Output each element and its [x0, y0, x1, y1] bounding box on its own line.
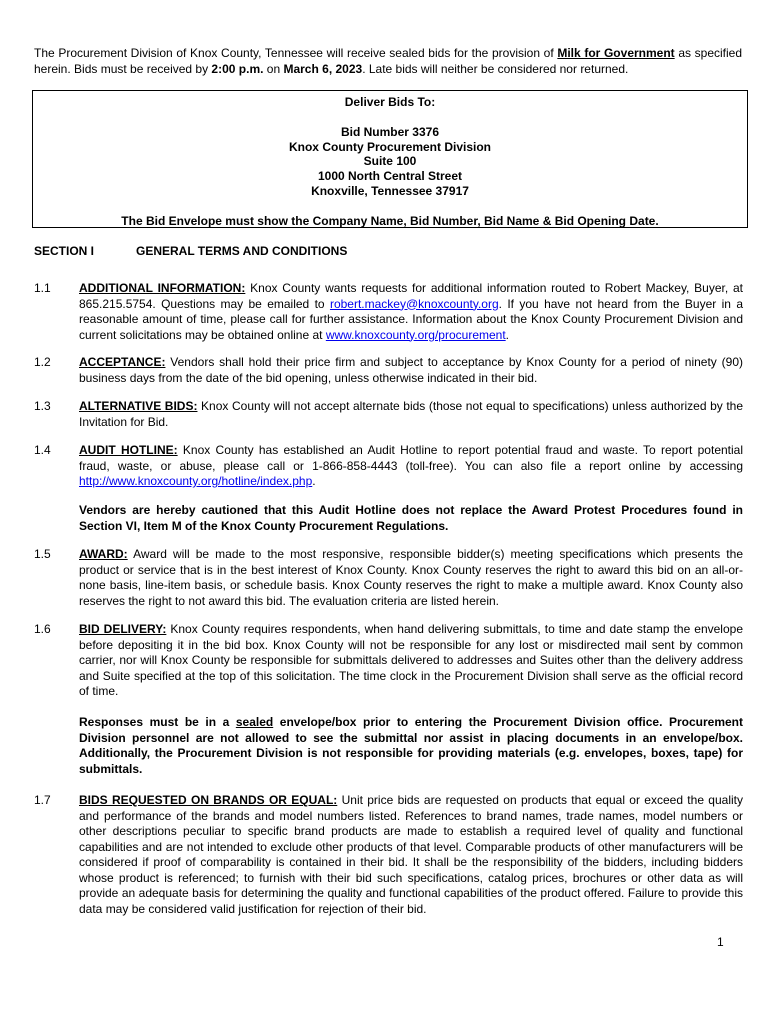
item-label: ACCEPTANCE:	[79, 355, 166, 369]
street-address: 1000 North Central Street	[317, 169, 463, 184]
suite: Suite 100	[363, 154, 417, 169]
bid-number: Bid Number 3376	[340, 124, 440, 139]
deliver-bids-box	[32, 90, 748, 228]
item-label: AUDIT HOTLINE:	[79, 443, 178, 457]
item-label: BIDS REQUESTED ON BRANDS OR EQUAL:	[79, 793, 338, 807]
item-number: 1.2	[34, 355, 51, 369]
item-number: 1.6	[34, 622, 51, 636]
item-label: BID DELIVERY:	[79, 622, 167, 636]
division-name: Knox County Procurement Division	[288, 139, 492, 154]
deliver-heading: Deliver Bids To:	[344, 95, 436, 109]
procurement-website-link[interactable]: www.knoxcounty.org/procurement	[325, 327, 506, 342]
item-number: 1.5	[34, 547, 51, 561]
item-label: ADDITIONAL INFORMATION:	[79, 281, 246, 295]
due-date: March 6, 2023	[283, 62, 363, 76]
audit-hotline-caution: Vendors are hereby cautioned that this Audit Hotline does not replace the Award Protest Procedures found in Section VI, Item M of the Knox County Procurement Regulations.	[79, 503, 743, 533]
document-page: The Procurement Division of Knox County, Tennessee will receive sealed bids for the provision of Milk for Government as specified herein. Bids must be received by 2:00 p.m. on March 6, 2023. Late bids will neither be considered nor returned. Deliver Bids To: Bid Number 3376 Knox County Procurement Division Suite 100 1000 North Central Street Knoxville, Tennessee 37917 The Bid Envelope must show the Company Name, Bid Number, Bid Name & Bid Opening Date. SECTION I GENERAL TERMS AND CONDITIONS 1.1 ADDITIONAL INFORMATION: Knox County wants requests for additional information routed to Robert Mackey, Buyer, at 865.215.5754. Questions may be emailed to robert.mackey@knoxcounty.org. If you have not heard from the Buyer in a reasonable amount of time, please call for further assistance. Information about the Knox County Procurement Division and current solicitations may be obtained online at www.knoxcounty.org/procurement. 1.2 ACCEPTANCE: Vendors shall hold their price firm and subject to acceptance by Knox County for a period of ninety (90) business days from the date of the bid opening, unless otherwise indicated in their bid. 1.3 ALTERNATIVE BIDS: Knox County will not accept alternate bids (those not equal to specifications) unless authorized by the Invitation for Bid. 1.4 AUDIT HOTLINE: Knox County has established an Audit Hotline to report potential fraud and waste. To report potential fraud, waste, or abuse, please call or 1-866-858-4443 (toll-free). You can also file a report online by accessing http://www.knoxcounty.org/hotline/index.php. Vendors are hereby cautioned that this Audit Hotline does not replace the Award Protest Procedures found in Section VI, Item M of the Knox County Procurement Regulations. 1.5 AWARD: Award will be made to the most responsive, responsible bidder(s) meeting specifications which presents the product or service that is in the best interest of Knox County. Knox County reserves the right to award this bid on an all-or-none basis, line-item basis, or schedule basis. Knox County reserves the right to make a multiple award. Knox County also reserves the right to not award this bid. The evaluation criteria are listed herein. 1.6 BID DELIVERY: Knox County requires respondents, when hand delivering submittals, to time and date stamp the envelope before depositing it in the bid box. Knox County will not be responsible for any lost or misdirected mail sent by common carrier, nor will Knox County be responsible for submittals delivered to addresses and Suites other than the delivery address and Suite specified at the top of this solicitation. The time clock in the Procurement Division shall serve as the official record of time. Responses must be in a sealed envelope/box prior to entering the Procurement Division office. Procurement Division personnel are not allowed to see the submittal nor assist in placing documents in an envelope/box. Additionally, the Procurement Division is not responsible for providing materials (e.g. envelopes, boxes, tape) for submittals. 1.7 BIDS REQUESTED ON BRANDS OR EQUAL: Unit price bids are requested on products that equal or exceed the quality and performance of the brands and model numbers listed. References to brand names, trade names, model numbers or other descriptions peculiar to specific brand products are made to establish a required level of quality and functional capabilities and are not intended to exclude other products of that level. Comparable products of other manufacturers will be considered if proof of comparability is contained in their bid. It shall be the responsibility of the bidders, including bidders whose product is referenced; to furnish with their bid such specifications, catalog prices, brochures or other data as will provide an adequate basis for determining the quality and functional capabilities of the product offered. Failure to provide this data may be considered valid justification for rejection of their bid. 1	[0, 0, 770, 1024]
buyer-email-link[interactable]: robert.mackey@knoxcounty.org	[329, 296, 499, 311]
due-time: 2:00 p.m.	[211, 62, 264, 76]
sealed-responses-note: Responses must be in a sealed envelope/box prior to entering the Procurement Division office. Procurement Division personnel are not allowed to see the submittal nor assist in placing documents in an envelope/box. Additionally, the Procurement Division is not responsible for providing materials (e.g. envelopes, boxes, tape) for submittals.	[79, 715, 743, 776]
envelope-note: The Bid Envelope must show the Company Name, Bid Number, Bid Name & Bid Opening Date.	[121, 213, 659, 228]
section-number: SECTION I	[34, 244, 95, 258]
item-number: 1.4	[34, 443, 51, 457]
item-number: 1.3	[34, 399, 51, 413]
intro-paragraph: The Procurement Division of Knox County, Tennessee will receive sealed bids for the provision of Milk for Government as specified herein. Bids must be received by 2:00 p.m. on March 6, 2023. Late bids will neither be considered nor returned.	[34, 46, 743, 76]
item-label: AWARD:	[79, 547, 128, 561]
item-label: ALTERNATIVE BIDS:	[79, 399, 198, 413]
city-state-zip: Knoxville, Tennessee 37917	[311, 183, 469, 198]
audit-hotline-link[interactable]: http://www.knoxcounty.org/hotline/index.php	[79, 474, 313, 488]
item-number: 1.1	[34, 281, 51, 295]
bid-item-name: Milk for Government	[557, 46, 675, 60]
item-number: 1.7	[34, 793, 51, 807]
page-number: 1	[717, 935, 724, 949]
section-title: GENERAL TERMS AND CONDITIONS	[136, 244, 348, 258]
